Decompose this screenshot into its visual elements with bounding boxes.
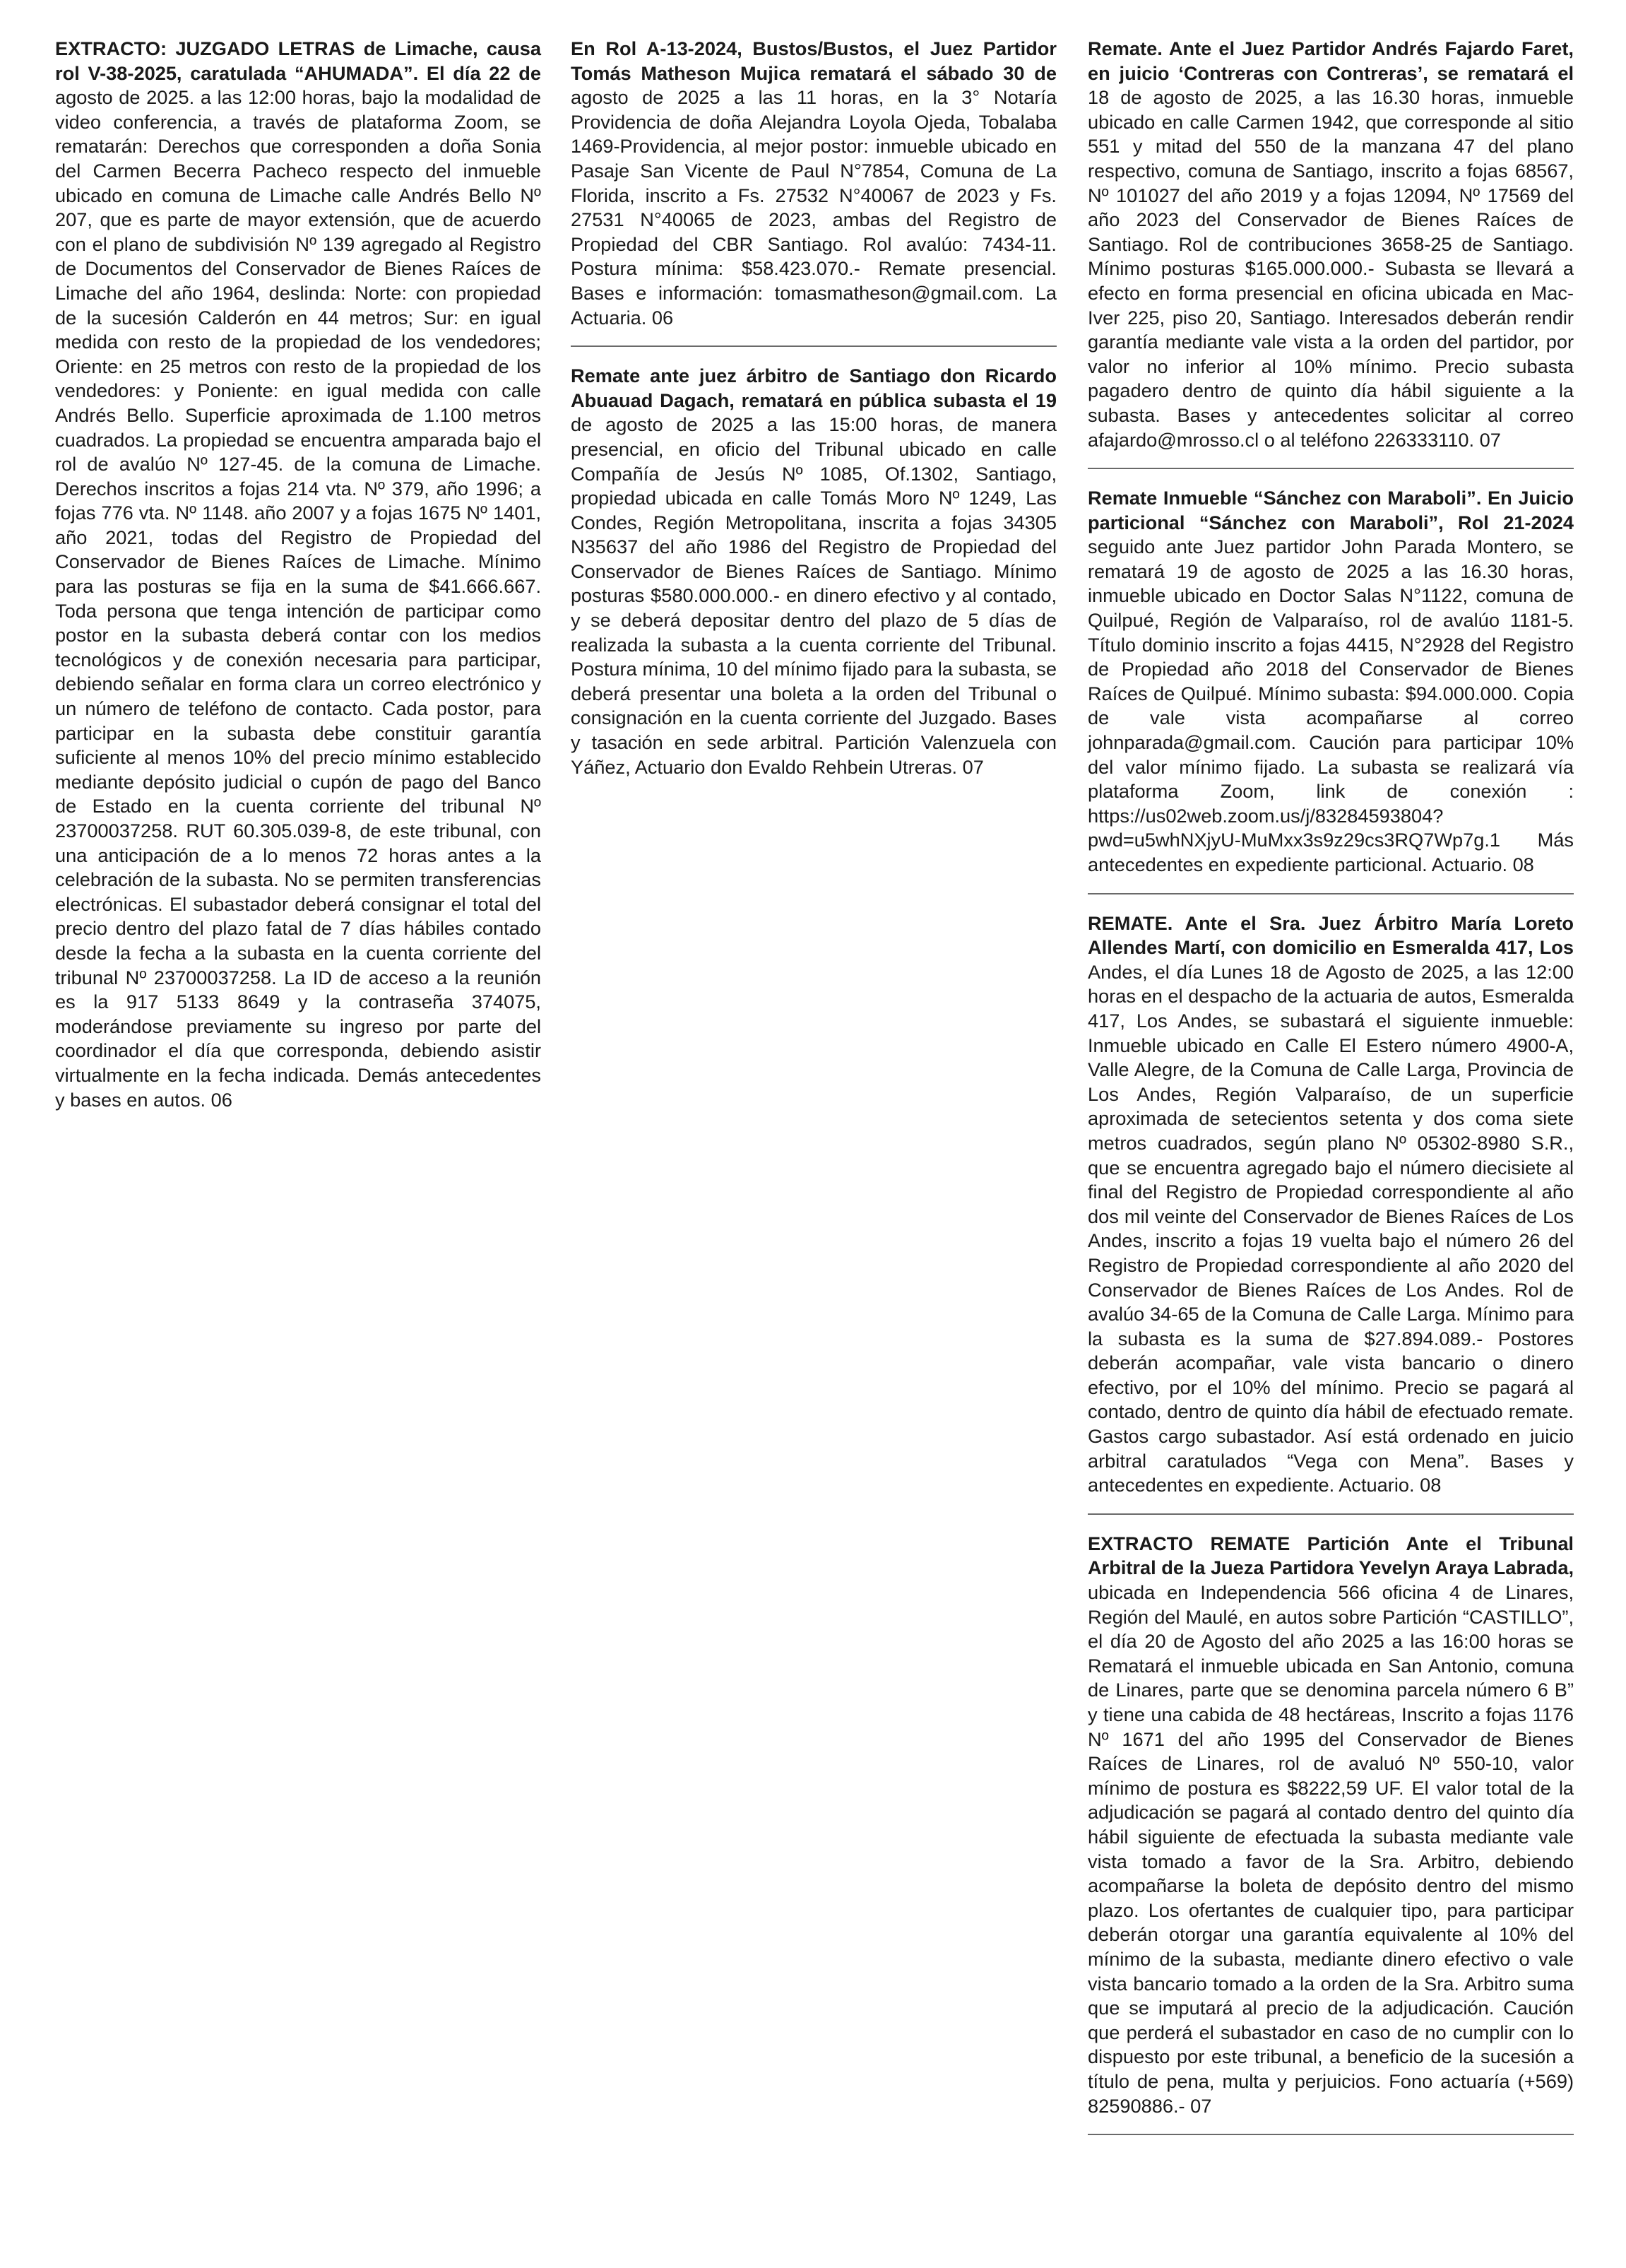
notice-body: seguido ante Juez partidor John Parada Montero, se rematará 19 de agosto de 2025 a las 16.30 horas, inmueble ubicado en Doctor Salas N°1122, comuna de Quilpué, Región de Valparaíso, rol de avalúo 1181-5. Título dominio inscrito a fojas 4415, N°2928 del Registro de Propiedad año 2018 del Conservador de Bienes Raíces de Quilpué. Mínimo subasta: $94.000.000. Copia de vale vista acompañarse al correo johnparada@gmail.com. Caución para participar 10% del valor mínimo fijado. La subasta se realizará vía plataforma Zoom, link de conexión : https://us02web.zoom.us/j/83284593804?pwd=u5whNXjyU-MuMxx3s9z29cs3RQ7Wp7g.1 Más antecedentes en expediente particional. Actuario. 08 xyxy=(1088,536,1574,875)
notice-heading: Remate Inmueble “Sánchez con Maraboli”. En Juicio particional “Sánchez con Maraboli”, Rol 21-2024 xyxy=(1088,487,1574,533)
separator-rule xyxy=(1088,2134,1574,2135)
notice-heading: Remate. Ante el Juez Partidor Andrés Fajardo Faret, en juicio ‘Contreras con Contreras’, se rematará el xyxy=(1088,37,1574,84)
notice-body: 18 de agosto de 2025, a las 16.30 horas, inmueble ubicado en calle Carmen 1942, que corresponde al sitio 551 y mitad del 550 de la manzana 47 del plano respectivo, comuna de Santiago, inscrito a fojas 68567, Nº 101027 del año 2019 y a fojas 12094, Nº 17569 del año 2023 del Conservador de Bienes Raíces de Santiago. Rol de contribuciones 3658-25 de Santiago. Mínimo posturas $165.000.000.- Subasta se llevará a efecto en forma presencial en oficina ubicada en Mac-Iver 225, piso 20, Santiago. Interesados deberán rendir garantía mediante vale vista a la orden del partidor, por valor no inferior al 10% mínimo. Precio subasta pagadero dentro de quinto día hábil siguiente a la subasta. Bases y antecedentes solicitar al correo afajardo@mrosso.cl o al teléfono 226333110. 07 xyxy=(1088,86,1574,451)
notice-body: agosto de 2025. a las 12:00 horas, bajo la modalidad de video conferencia, a través de plataforma Zoom, se rematarán: Derechos que corresponden a doña Sonia del Carmen Becerra Pacheco respecto del inmueble ubicado en comuna de Limache calle Andrés Bello Nº 207, que es parte de mayor extensión, que de acuerdo con el plano de subdivisión Nº 139 agregado al Registro de Documentos del Conservador de Bienes Raíces de Limache del año 1964, deslinda: Norte: con propiedad de la sucesión Calderón en 44 metros; Sur: en igual medida con resto de la propiedad de los vendedores; Oriente: en 25 metros con resto de la propiedad de los vendedores: y Poniente: en igual medida con calle Andrés Bello. Superficie aproximada de 1.100 metros cuadrados. La propiedad se encuentra amparada bajo el rol de avalúo Nº 127-45. de la comuna de Limache. Derechos inscritos a fojas 214 vta. Nº 379, año 1996; a fojas 776 vta. Nº 1148. año 2007 y a fojas 1675 Nº 1401, año 2021, todas del Registro de Propiedad del Conservador de Bienes Raíces de Limache. Mínimo para las posturas se fija en la suma de $41.666.667. Toda persona que tenga intención de participar como postor en la subasta deberá contar con los medios tecnológicos y de conexión necesaria para participar, debiendo señalar en forma clara un correo electrónico y un número de teléfono de contacto. Cada postor, para participar en la subasta debe constituir garantía suficiente al menos 10% del precio mínimo establecido mediante depósito judicial o cupón de pago del Banco de Estado en la cuenta corriente del tribunal Nº 23700037258. RUT 60.305.039-8, de este tribunal, con una anticipación de a lo menos 72 horas antes a la celebración de la subasta. No se permiten transferencias electrónicas. El subastador deberá consignar el total del precio dentro del plazo fatal de 7 días hábiles contado desde la fecha a la subasta en la cuenta corriente del tribunal Nº 23700037258. La ID de acceso a la reunión es la 917 5133 8649 y la contraseña 374075, moderándose previamente su ingreso por parte del coordinador el día que corresponda, debiendo asistir virtualmente en la fecha indicada. Demás antecedentes y bases en autos. 06 xyxy=(55,86,541,1111)
notice-limache-ahumada xyxy=(55,37,541,1112)
notice-body: Andes, el día Lunes 18 de Agosto de 2025, a las 12:00 horas en el despacho de la actuaria de autos, Esmeralda 417, Los Andes, se subastará el siguiente inmueble: Inmueble ubicado en Calle El Estero número 4900-A, Valle Alegre, de la Comuna de Calle Larga, Provincia de Los Andes, Región Valparaíso, de un superficie aproximada de setecientos setenta y dos coma siete metros cuadrados, según plano Nº 05302-8980 S.R., que se encuentra agregado bajo el número diecisiete al final del Registro de Propiedad correspondiente al año dos mil veinte del Conservador de Bienes Raíces de Los Andes, inscrito a fojas 19 vuelta bajo el número 26 del Registro de Propiedad correspondiente al año 2020 del Conservador de Bienes Raíces de Los Andes. Rol de avalúo 34-65 de la Comuna de Calle Larga. Mínimo para la subasta es la suma de $27.894.089.- Postores deberán acompañar, vale vista bancario o dinero efectivo, por el 10% del mínimo. Precio se pagará al contado, dentro de quinto día hábil de efectuado remate. Gastos cargo subastador. Así está ordenado en juicio arbitral caratulados “Vega con Mena”. Bases y antecedentes en expediente. Actuario. 08 xyxy=(1088,960,1574,1496)
notice-heading: EXTRACTO REMATE Partición Ante el Tribunal Arbitral de la Jueza Partidora Yevelyn Araya Labrada, xyxy=(1088,1532,1574,1579)
separator-rule xyxy=(1088,1513,1574,1515)
notice-heading: EXTRACTO: JUZGADO LETRAS de Limache, causa rol V-38-2025, caratulada “AHUMADA”. El día 22 de xyxy=(55,37,541,84)
notice-abuauad xyxy=(571,364,1057,779)
column-1 xyxy=(55,37,541,1112)
separator-rule xyxy=(1088,893,1574,894)
notice-body: agosto de 2025 a las 11 horas, en la 3° Notaría Providencia de doña Alejandra Loyola Ojeda, Tobalaba 1469-Providencia, al mejor postor: inmueble ubicado en Pasaje San Vicente de Paul N°7854, Comuna de La Florida, inscrito a Fs. 27532 N°40067 de 2023 y Fs. 27531 N°40065 de 2023, ambas del Registro de Propiedad del CBR Santiago. Rol avalúo: 7434-11. Postura mínima: $58.423.070.- Remate presencial. Bases e información: tomasmatheson@gmail.com. La Actuaria. 06 xyxy=(571,86,1057,329)
notice-bustos xyxy=(571,37,1057,330)
separator-rule xyxy=(571,345,1057,347)
column-2 xyxy=(571,37,1057,779)
notice-vega-mena xyxy=(1088,911,1574,1498)
notice-castillo xyxy=(1088,1532,1574,2118)
notice-heading: REMATE. Ante el Sra. Juez Árbitro María Loreto Allendes Martí, con domicilio en Esmeralda 417, Los xyxy=(1088,911,1574,959)
notice-body: ubicada en Independencia 566 oficina 4 de Linares, Región del Maulé, en autos sobre Partición “CASTILLO”, el día 20 de Agosto del año 2025 a las 16:00 horas se Rematará el inmueble ubicada en San Antonio, comuna de Linares, parte que se denomina parcela número 6 B” y tiene una cabida de 48 hectáreas, Inscrito a fojas 1176 Nº 1671 del año 1995 del Conservador de Bienes Raíces de Linares, rol de avaluó Nº 550-10, valor mínimo de postura es $8222,59 UF. El valor total de la adjudicación se pagará al contado dentro del quinto día hábil siguiente de efectuada la subasta mediante vale vista tomado a favor de la Sra. Arbitro, debiendo acompañarse la boleta de depósito dentro del mismo plazo. Los ofertantes de cualquier tipo, para participar deberán otorgar una garantía equivalente al 10% del mínimo de la subasta, mediante dinero efectivo o vale vista bancario tomado a la orden de la Sra. Arbitro suma que se imputará al precio de la adjudicación. Caución que perderá el subastador en caso de no cumplir con lo dispuesto por este tribunal, a beneficio de la sucesión a título de pena, multa y perjuicios. Fono actuaría (+569) 82590886.- 07 xyxy=(1088,1581,1574,2117)
classifieds-page xyxy=(55,37,1574,2248)
notice-body: de agosto de 2025 a las 15:00 horas, de manera presencial, en oficio del Tribunal ubicado en calle Compañía de Jesús Nº 1085, Of.1302, Santiago, propiedad ubicada en calle Tomás Moro Nº 1249, Las Condes, Región Metropolitana, inscrita a fojas 34305 N35637 del año 1986 del Registro de Propiedad del Conservador de Bienes Raíces de Santiago. Mínimo posturas $580.000.000.- en dinero efectivo y al contado, y se deberá depositar dentro del plazo de 5 días de realizada la subasta a la cuenta corriente del Tribunal. Postura mínima, 10 del mínimo fijado para la subasta, se deberá presentar una boleta a la orden del Tribunal o consignación en la cuenta corriente del Juzgado. Bases y tasación en sede arbitral. Partición Valenzuela con Yáñez, Actuario don Evaldo Rehbein Utreras. 07 xyxy=(571,413,1057,778)
notice-heading: En Rol A-13-2024, Bustos/Bustos, el Juez Partidor Tomás Matheson Mujica rematará el sábado 30 de xyxy=(571,37,1057,84)
column-3 xyxy=(1088,37,1574,2152)
notice-sanchez-maraboli xyxy=(1088,486,1574,878)
notice-contreras xyxy=(1088,37,1574,452)
separator-rule xyxy=(1088,468,1574,469)
notice-heading: Remate ante juez árbitro de Santiago don Ricardo Abuauad Dagach, rematará en pública subasta el 19 xyxy=(571,365,1057,411)
